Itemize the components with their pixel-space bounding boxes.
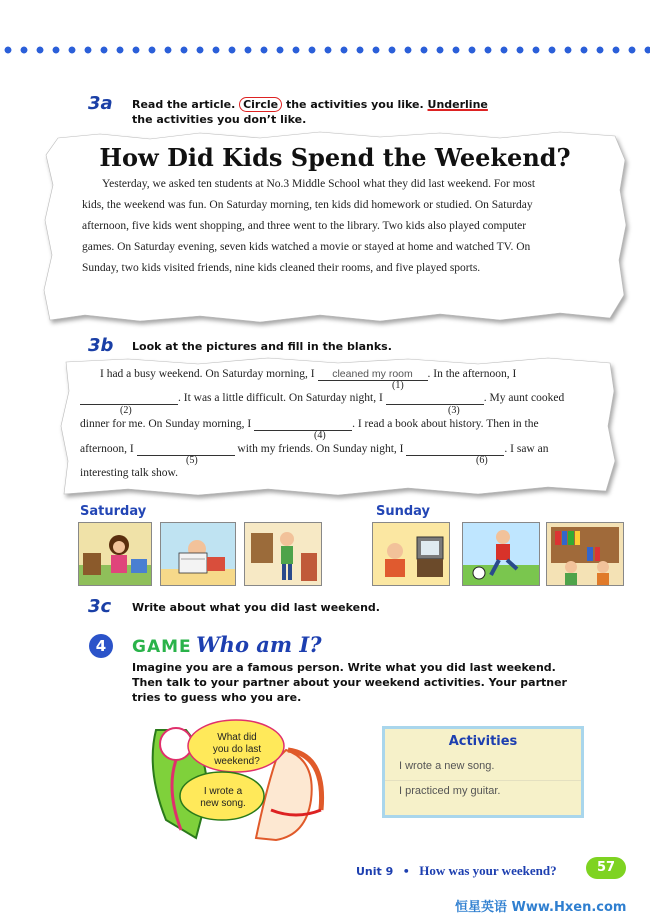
activities-header: Activities: [448, 734, 518, 749]
fill-line-1: [100, 368, 516, 381]
blank-number: (2): [120, 405, 132, 416]
footer-unit-title: [356, 862, 557, 880]
section-3c-instructions: Write about what you did last weekend.: [132, 601, 380, 614]
speech-bubble-answer: [190, 786, 256, 810]
section-4-badge: 4: [89, 634, 113, 658]
two-people-talking-illustration: [136, 710, 336, 842]
page-number: 57: [586, 857, 626, 879]
bubble-line: new song.: [200, 798, 246, 809]
article-line: games. On Saturday evening, seven kids watched a movie or stayed at home and watched TV. On: [82, 241, 531, 253]
activity-row: I practiced my guitar.: [399, 785, 501, 797]
instr-text: the activities you don’t like.: [132, 113, 307, 126]
blank-3[interactable]: [386, 392, 484, 405]
blank-number: (3): [448, 405, 460, 416]
fill-text: afternoon, I: [80, 443, 134, 455]
article-line: Yesterday, we asked ten students at No.3 Middle School what they did last weekend. For most: [102, 178, 536, 190]
fill-text: I had a busy weekend. On Saturday morning, I: [100, 368, 315, 380]
instr-line: Then talk to your partner about your weekend activities. Your partner: [132, 676, 567, 689]
underline-word: Underline: [427, 98, 488, 111]
activity-row: I wrote a new song.: [385, 756, 581, 781]
fill-text: dinner for me. On Sunday morning, I: [80, 418, 252, 430]
picture-doing-homework: [160, 522, 236, 586]
sunday-label: Sunday: [376, 504, 431, 519]
article-title: How Did Kids Spend the Weekend?: [99, 143, 571, 172]
who-am-i-title: Who am I?: [196, 632, 322, 657]
section-3b-badge: 3b: [88, 335, 114, 356]
blank-number: (6): [476, 455, 488, 466]
fill-line-5: interesting talk show.: [80, 467, 178, 479]
game-label: GAME: [132, 637, 192, 657]
bubble-line: I wrote a: [203, 786, 243, 797]
bubble-line: What did: [217, 732, 257, 743]
fill-text: with my friends. On Sunday night, I: [237, 443, 404, 455]
section-3c-badge: 3c: [88, 596, 112, 617]
instr-line: tries to guess who you are.: [132, 691, 302, 704]
blank-number: (4): [314, 430, 326, 441]
bullet: •: [402, 865, 410, 878]
fill-line-2: [80, 392, 564, 405]
fill-text: . I read a book about history. Then in the: [352, 418, 539, 430]
picture-watching-tv: [372, 522, 450, 586]
top-dotted-border: [0, 44, 650, 56]
blank-1-answer[interactable]: cleaned my room: [318, 368, 428, 381]
picture-library: [546, 522, 624, 586]
section-3b-instructions: Look at the pictures and fill in the blanks.: [132, 340, 392, 353]
blank-number: (1): [392, 380, 404, 391]
article-line: kids, the weekend was fun. On Saturday morning, ten kids did homework or studied. On Saturday: [82, 199, 533, 211]
saturday-label: Saturday: [80, 504, 147, 519]
section-3a-badge: 3a: [88, 93, 113, 114]
blank-4[interactable]: [254, 418, 352, 431]
speech-bubble-question: [204, 732, 270, 768]
fill-text: . It was a little difficult. On Saturday night, I: [178, 392, 383, 404]
picture-cleaning-room: [78, 522, 152, 586]
blank-6[interactable]: [406, 443, 504, 456]
section-4-instructions: [132, 660, 632, 705]
blank-2[interactable]: [80, 392, 178, 405]
picture-playing-soccer: [462, 522, 540, 586]
fill-line-3: [80, 418, 539, 431]
instr-line: Imagine you are a famous person. Write what you did last weekend.: [132, 661, 556, 674]
game-heading: [132, 632, 322, 657]
activities-box: [382, 726, 584, 818]
unit-label: Unit 9: [356, 865, 394, 878]
blank-number: (5): [186, 455, 198, 466]
circle-word: Circle: [239, 97, 282, 112]
article-body: [82, 174, 602, 279]
instr-text: the activities you like.: [282, 98, 428, 111]
instr-text: Read the article.: [132, 98, 240, 111]
article-line: afternoon, five kids went shopping, and three went to the library. Two kids also played computer: [82, 220, 527, 232]
fill-text: . In the afternoon, I: [427, 368, 517, 380]
article-line: Sunday, two kids visited friends, nine kids cleaned their rooms, and five played sports.: [82, 262, 481, 274]
watermark: 恒星英语 Www.Hxen.com: [455, 900, 627, 915]
bubble-line: weekend?: [214, 756, 260, 767]
picture-boy-with-crutch: [244, 522, 322, 586]
section-3a-instructions: [132, 97, 562, 127]
unit-title: How was your weekend?: [419, 863, 557, 878]
bubble-line: you do last: [212, 744, 262, 755]
fill-text: . My aunt cooked: [483, 392, 565, 404]
fill-text: . I saw an: [504, 443, 549, 455]
